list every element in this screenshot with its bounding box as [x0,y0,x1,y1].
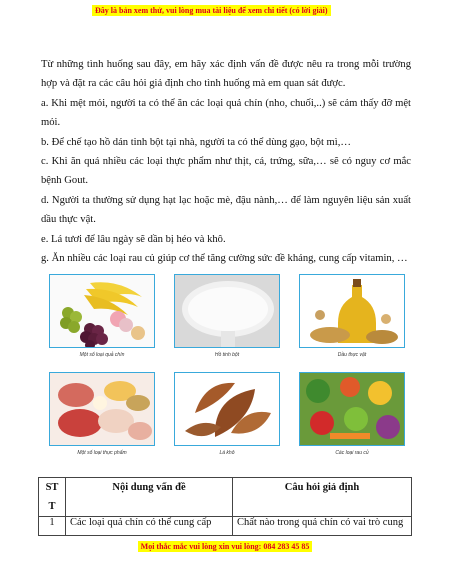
table-header-row [39,478,412,517]
contact-footer [0,536,450,554]
footer-notice: Mọi thắc mắc vui lòng xin vui lòng: 084 283 45 85 [138,541,313,552]
caption-starch-paste: Hồ tinh bột [214,352,240,358]
header-question: Câu hỏi giả định [233,478,412,517]
vegetable-oil-image [299,274,405,348]
header-stt: ST T [39,478,66,517]
problem-table [38,477,412,536]
table-row [39,517,412,536]
item-d: d. Người ta thường sử dụng hạt lạc hoặc mè, đậu nành,… để làm nguyên liệu sản xuất dầu thực vật. [41,194,411,226]
item-c: c. Khi ăn quá nhiều các loại thực phẩm như thịt, cá, trứng, sữa,… sẽ có nguy cơ mắc bệnh Gout. [41,156,411,187]
illustration-grid [49,274,405,474]
cell-stt: 1 [39,517,66,536]
caption-dry-leaves: Lá khô [219,450,235,456]
cell-question: Chất nào trong quả chín có vai trò cung [233,517,412,536]
starch-paste-image [174,274,280,348]
item-a: a. Khi mệt mỏi, người ta có thể ăn các loại quả chín (nho, chuối,..) sẽ cảm thấy đỡ mệt mỏi. [41,97,411,129]
caption-food-products: Một số loại thực phẩm [77,450,127,456]
item-b: b. Để chế tạo hồ dán tinh bột tại nhà, người ta có thể dùng gạo, bột mì,… [41,136,351,148]
caption-ripe-fruits: Một số loại quả chín [79,352,125,358]
header-content: Nội dung vấn đề [66,478,233,517]
intro-paragraph: Từ những tình huống sau đây, em hãy xác định vấn đề được nêu ra trong mỗi trường hợp và đặt ra các câu hỏi giả định cho tình huống mà em quan sát được. [41,59,411,90]
item-e: e. Lá tươi để lâu ngày sẽ dần bị héo và khô. [41,233,226,245]
cell-content: Các loại quả chín có thể cung cấp [66,517,233,536]
preview-notice: Đây là bản xem thử, vui lòng mua tài liệu để xem chi tiết (có lời giải) [92,5,331,16]
exercise-body [41,55,411,268]
dry-leaves-image [174,372,280,446]
caption-vegetable-oil: Dầu thực vật [337,352,367,358]
caption-vegetables: Các loại rau củ [335,450,369,456]
vegetables-image [299,372,405,446]
preview-banner [0,0,450,22]
food-products-image [49,372,155,446]
item-g: g. Ăn nhiều các loại rau củ giúp cơ thể tăng cường sức đề kháng, cung cấp vitamin, … [41,253,408,265]
ripe-fruits-image [49,274,155,348]
